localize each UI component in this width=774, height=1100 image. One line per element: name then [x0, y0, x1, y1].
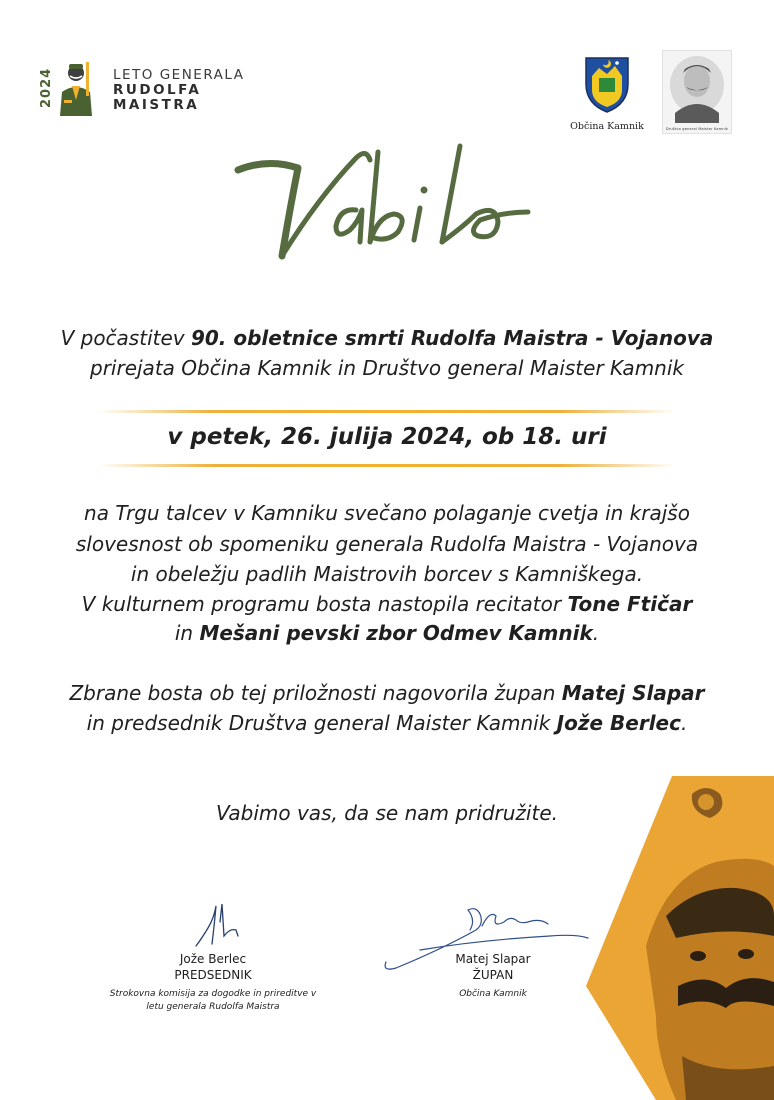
title-script — [228, 138, 546, 270]
body-line-4-bold: Tone Ftičar — [567, 592, 693, 616]
body-line-5 — [0, 620, 774, 646]
intro-line-1 — [0, 325, 774, 351]
speeches-line-1-bold: Matej Slapar — [561, 681, 705, 705]
speeches-line-2-end: . — [680, 711, 688, 735]
year-logo — [40, 60, 102, 116]
body-line-5-bold: Mešani pevski zbor Odmev Kamnik — [199, 621, 593, 645]
body-line-3: in obeležju padlih Maistrovih borcev s Kamniškega. — [130, 562, 644, 586]
body-line-4-text: V kulturnem programu bosta nastopila recitator — [81, 592, 568, 616]
body-line-5-end: . — [592, 621, 600, 645]
speeches-line-2 — [0, 710, 774, 736]
speeches-line-2-bold: Jože Berlec — [556, 711, 681, 735]
body-line-2: slovesnost ob spomeniku generala Rudolfa Maistra - Vojanova — [75, 532, 699, 556]
divider-top — [98, 410, 676, 413]
general-bust-icon — [56, 60, 102, 116]
intro-line-1-bold: 90. obletnice smrti Rudolfa Maistra - Vojanova — [190, 326, 714, 350]
body-line-1: na Trgu talcev v Kamniku svečano polaganje cvetja in krajšo — [84, 501, 690, 525]
signature-left-role: PREDSEDNIK — [174, 968, 252, 982]
divider-bottom — [98, 464, 676, 467]
event-date: v petek, 26. julija 2024, ob 18. uri — [167, 424, 607, 450]
logo-line-3: MAISTRA — [113, 97, 200, 113]
signature-right-name: Matej Slapar — [455, 952, 531, 966]
logo-wordmark — [113, 68, 244, 113]
signature-berlec — [190, 898, 250, 950]
intro-line-1-text: V počastitev — [60, 326, 191, 350]
signature-right-role: ŽUPAN — [472, 968, 514, 982]
body-line-5-text: in — [174, 621, 200, 645]
closing-line: Vabimo vas, da se nam pridružite. — [215, 801, 558, 825]
kamnik-crest-icon — [583, 54, 631, 114]
intro-line-2: prirejata Občina Kamnik in Društvo general Maister Kamnik — [90, 356, 684, 380]
logo-line-1: LETO GENERALA — [113, 67, 245, 83]
logo-line-2: RUDOLFA — [113, 82, 202, 98]
body-line-4 — [0, 591, 774, 617]
speeches-line-1 — [0, 680, 774, 706]
logo-year: 2024 — [39, 67, 54, 109]
signature-left-org-2: letu generala Rudolfa Maistra — [146, 1002, 280, 1012]
signature-left-name: Jože Berlec — [179, 952, 247, 966]
signature-right-org: Občina Kamnik — [459, 989, 527, 999]
maister-hexagon-portrait — [586, 776, 774, 1100]
speeches-line-2-text: in predsednik Društva general Maister Kamnik — [86, 711, 557, 735]
portrait-image — [663, 51, 731, 123]
speeches-line-1-text: Zbrane bosta ob tej priložnosti nagovorila župan — [69, 681, 562, 705]
maister-portrait — [662, 50, 732, 134]
signature-left-org-1: Strokovna komisija za dogodke in prireditve v — [109, 989, 317, 999]
crest-caption: Občina Kamnik — [570, 121, 644, 132]
portrait-caption: Društvo general Maister Kamnik — [665, 127, 729, 131]
